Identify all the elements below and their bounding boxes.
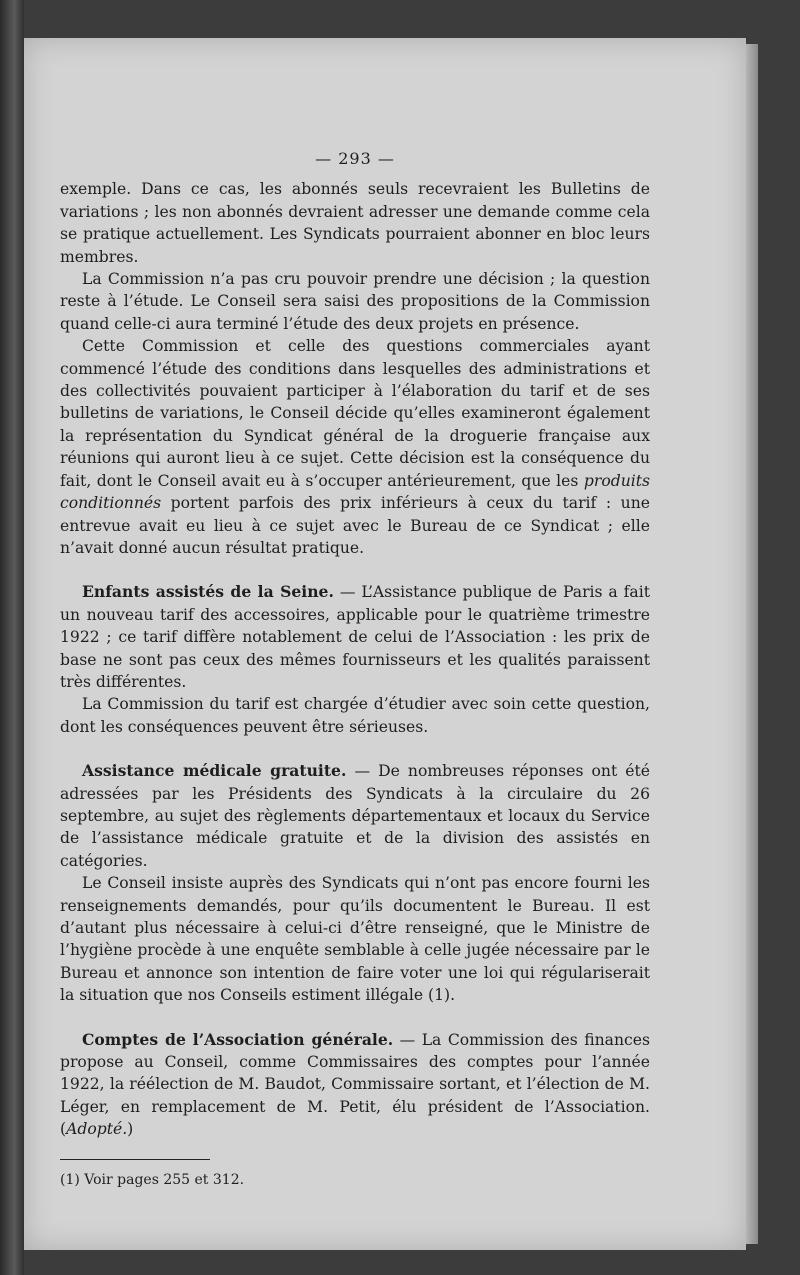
footnote: (1) Voir pages 255 et 312. — [60, 1171, 245, 1188]
paragraph-2: La Commission n’a pas cru pouvoir prendre une décision ; la question reste à l’étude. Le Conseil sera saisi des propositions de la Commission quand celle-ci aura terminé l’étude des deux projets en présence. — [60, 270, 650, 333]
section-comptes-heading: Comptes de l’Association générale. — [82, 1029, 394, 1049]
section-enfants-text: — L’Assistance publique de Paris a fait un nouveau tarif des accessoires, applicable pour le quatrième trimestre 1922 ; ce tarif diffère notablement de celui de l’Association : les prix de base ne sont pas ceux des mêmes fournisseurs et les qualités paraissent très différentes. — [60, 583, 650, 691]
section-assistance-text: — De nombreuses réponses ont été adressées par les Présidents des Syndicats à la circulaire du 26 septembre, au sujet des règlements départementaux et locaux du Service de l’assistance médicale gratuite et de la division des assistés en catégories. — [60, 762, 650, 870]
paragraph-3-text: Cette Commission et celle des questions commerciales ayant commencé l’étude des conditions dans lesquelles des administrations et des collectivités pouvaient participer à l’élaboration du tarif et de ses bulletins de variations, le Conseil décide qu’elles examineront également la représentation du Syndicat général de la droguerie française aux réunions qui auront lieu à ce sujet. Cette décision est la conséquence du fait, dont le Conseil avait eu à s’occuper antérieurement, que les — [60, 337, 650, 490]
footnote-rule — [60, 1159, 210, 1160]
page-content — [60, 148, 650, 1190]
section-enfants-heading: Enfants assistés de la Seine. — [82, 582, 334, 602]
adopte-italic: Adopté. — [66, 1120, 128, 1139]
section-assistance — [60, 760, 650, 872]
section-comptes — [60, 1029, 650, 1141]
paragraph-3 — [60, 335, 650, 559]
page-stack-edge — [746, 44, 758, 1244]
adopte-close: ) — [127, 1120, 134, 1139]
page-number: — 293 — — [315, 149, 395, 168]
section-assistance-paragraph-2: Le Conseil insiste auprès des Syndicats qui n’ont pas encore fourni les renseignements demandés, pour qu’ils documentent le Bureau. Il est d’autant plus nécessaire à celui-ci d’être renseigné, que le Ministre de l’hygiène procède à une enquête semblable à celle jugée nécessaire par le Bureau et annonce son intention de faire voter une loi qui régulariserait la situation que nos Conseils estiment illégale (1). — [60, 874, 650, 1005]
paragraph-1: exemple. Dans ce cas, les abonnés seuls recevraient les Bulletins de variations ; les non abonnés devraient adresser une demande comme cela se pratique actuellement. Les Syndicats pourraient abonner en bloc leurs membres. — [60, 180, 650, 266]
book-page — [24, 38, 746, 1250]
paragraph-3-tail: portent parfois des prix inférieurs à ceux du tarif : une entrevue avait eu lieu à ce sujet avec le Bureau de ce Syndicat ; elle n’avait donné aucun résultat pratique. — [60, 494, 650, 557]
section-enfants-paragraph-2: La Commission du tarif est chargée d’étudier avec soin cette question, dont les conséquences peuvent être sérieuses. — [60, 695, 650, 736]
paragraph-3-italic: produits conditionnés — [60, 471, 650, 513]
section-comptes-text: — La Commission des finances propose au Conseil, comme Commissaires des comptes pour l’année 1922, la réélection de M. Baudot, Commissaire sortant, et l’élection de M. Léger, en remplacement de M. Petit, élu président de l’Association. ( — [60, 1030, 650, 1139]
section-assistance-heading: Assistance médicale gratuite. — [82, 761, 347, 781]
section-enfants — [60, 581, 650, 693]
adjacent-page-edge — [0, 0, 24, 1275]
